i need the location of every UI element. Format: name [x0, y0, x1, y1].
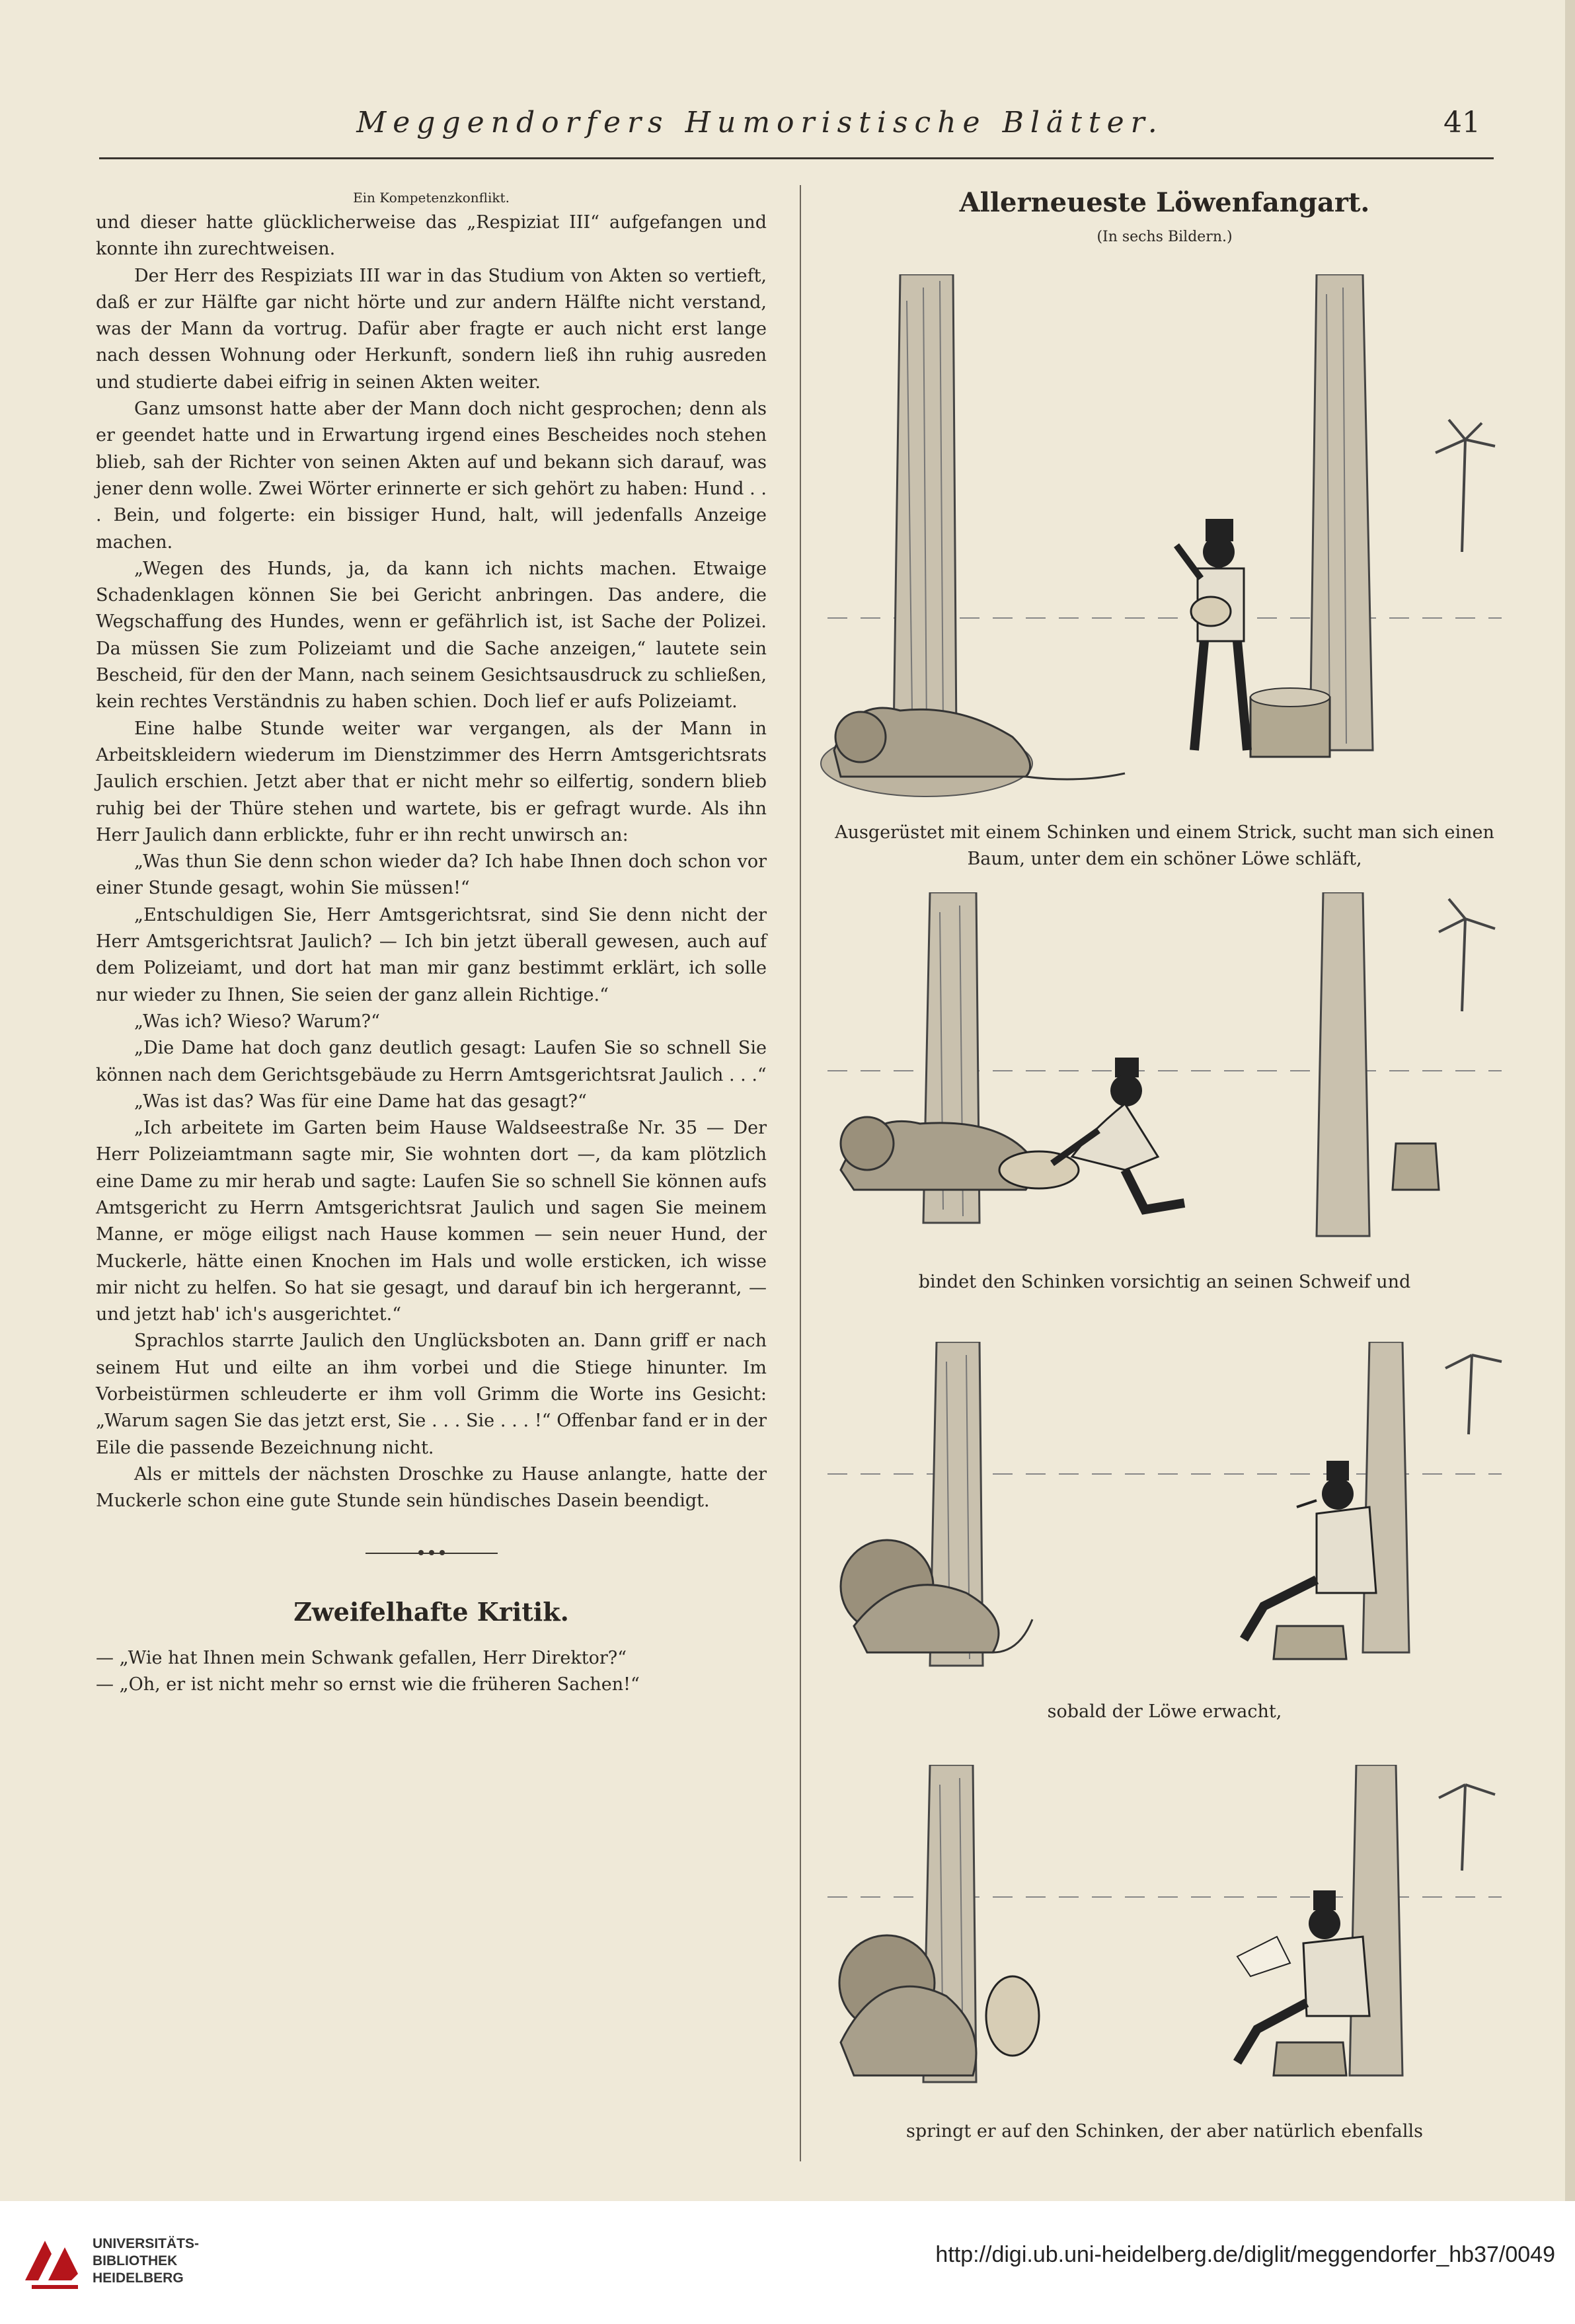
library-footer — [0, 2201, 1575, 2324]
story-text — [96, 210, 767, 1515]
story-paragraph: „Ich arbeitete im Garten beim Hause Waldseestraße Nr. 35 — Der Herr Polizeiamtmann sagte mir, Sie wohnten dort —, da kam plötzlich eine Dame zu mir herab und sagte: Laufen Sie so schnell Sie können aufs Amtsgericht zu Herrn Amtsgerichtsrat Jaulich und sagen Sie meinem Manne, er möge eiligst nach Hause kommen — sein neuer Hund, der Muckerle, hätte einen Knochen im Hals und wolle ersticken, ich wisse mir nicht zu helfen. So hat sie gesagt, und darauf bin ich hergerannt, — und jetzt hab' ich's ausgerichtet.“ — [96, 1118, 767, 1325]
comic-panel-2 — [814, 892, 1515, 1262]
comic-panel-1 — [814, 274, 1515, 803]
comic-panel-4 — [814, 1765, 1515, 2109]
library-name: UNIVERSITÄTS- BIBLIOTHEK HEIDELBERG — [93, 2236, 200, 2286]
journal-title: Meggendorfers Humoristische Blätter. — [356, 106, 1164, 139]
panel-1-caption: Ausgerüstet mit einem Schinken und einem Strick, sucht man sich einen Baum, unter dem ein schöner Löwe schläft, — [835, 822, 1494, 869]
running-header — [99, 106, 1500, 152]
comic-title: Allerneueste Löwenfangart. — [959, 187, 1370, 218]
story-caption: Ein Kompetenzkonflikt. — [353, 190, 510, 206]
dialogue — [96, 1645, 767, 1698]
story-paragraph: „Entschuldigen Sie, Herr Amtsgerichtsrat, sind Sie denn nicht der Herr Amtsgerichtsrat Jaulich? — Ich bin jetzt überall gewesen, auch auf dem Polizeiamt, und dort hat man mir ganz bestimmt erklärt, ich solle nur wieder zu Ihnen, Sie seien der ganz allein Richtige.“ — [96, 904, 767, 1005]
source-url-link[interactable]: http://digi.ub.uni-heidelberg.de/diglit/meggendorfer_hb37/0049 — [935, 2242, 1555, 2267]
panel-4-caption: springt er auf den Schinken, der aber natürlich ebenfalls — [906, 2121, 1423, 2142]
story-paragraph: „Was thun Sie denn schon wieder da? Ich habe Ihnen doch schon vor einer Stunde gesagt, wohin Sie müssen!“ — [96, 851, 767, 899]
story-paragraph: Ganz umsonst hatte aber der Mann doch nicht gesprochen; denn als er geendet hatte und in Erwartung irgend eines Bescheides noch stehen blieb, sah der Richter von seinen Akten auf und bekann sich darauf, was jener denn wolle. Zwei Wörter erinnerte er sich gehört zu haben: Hund . . . Bein, und folgerte: ein bissiger Hund, halt, will jedenfalls Anzeige machen. — [96, 399, 767, 553]
story-paragraph: Eine halbe Stunde weiter war vergangen, als der Mann in Arbeitskleidern wiederum im Dienstzimmer des Herrn Amtsgerichtsrats Jaulich erschien. Jetzt aber that er nicht mehr so eilfertig, sondern blieb ruhig bei der Thüre stehen und wartete, bis er gefragt wurde. Als ihn Herr Jaulich dann erblickte, fuhr er ihn recht unwirsch an: — [96, 718, 767, 845]
story-paragraph: und dieser hatte glücklicherweise das „Respiziat III“ aufgefangen und konnte ihn zurechtweisen. — [96, 212, 767, 260]
comic-subtitle: (In sechs Bildern.) — [1096, 229, 1233, 245]
story-paragraph: Der Herr des Respiziats III war in das Studium von Akten so vertieft, daß er zur Hälfte gar nicht hörte und zur andern Hälfte nicht verstand, was der Mann da vortrug. Dafür aber fragte er auch nicht erst lange nach dessen Wohnung oder Herkunft, sondern ließ ihn ruhig ausreden und studierte dabei eifrig in seinen Akten weiter. — [96, 265, 767, 393]
story-paragraph: Sprachlos starrte Jaulich den Unglücksboten an. Dann griff er nach seinem Hut und eilte an ihm vorbei und die Stiege hinunter. Im Vorbeistürmen schleuderte er ihm voll Grimm die Worte ins Gesicht: „Warum sagen Sie das jetzt erst, Sie . . . Sie . . . !“ Offenbar fand er in der Eile die passende Bezeichnung nicht. — [96, 1331, 767, 1458]
ornament-divider — [365, 1548, 498, 1559]
story-paragraph: „Was ich? Wieso? Warum?“ — [134, 1011, 380, 1032]
story-paragraph: „Wegen des Hunds, ja, da kann ich nichts machen. Etwaige Schadenklagen können Sie bei Gericht anbringen. Das andere, die Wegschaffung des Hundes, wenn er gefährlich ist, ist Sache der Polizei. Da müssen Sie zum Polizeiamt und die Sache anzeigen,“ lautete sein Bescheid, für den der Mann, nach seinem Gesichtsausdruck zu schließen, kein rechtes Verständnis zu haben schien. Doch lief er aufs Polizeiamt. — [96, 558, 767, 713]
university-library-logo — [19, 2227, 85, 2294]
story-paragraph: Als er mittels der nächsten Droschke zu Hause anlangte, hatte der Muckerle schon eine gute Stunde sein hündisches Dasein beendigt. — [96, 1463, 767, 1512]
panel-3-caption: sobald der Löwe erwacht, — [1047, 1701, 1282, 1722]
dialogue-line: — „Oh, er ist nicht mehr so ernst wie die früheren Sachen!“ — [96, 1674, 640, 1695]
page-edge — [1565, 0, 1575, 2201]
left-column — [96, 182, 767, 2151]
dialogue-line: — „Wie hat Ihnen mein Schwank gefallen, Herr Direktor?“ — [96, 1647, 627, 1668]
comic-panel-3 — [814, 1342, 1515, 1692]
column-divider — [800, 185, 801, 2161]
header-rule — [99, 157, 1494, 159]
panel-2-caption: bindet den Schinken vorsichtig an seinen Schweif und — [918, 1272, 1411, 1292]
story-paragraph: „Was ist das? Was für eine Dame hat das gesagt?“ — [134, 1091, 587, 1112]
page-number: 41 — [1443, 106, 1480, 139]
story-paragraph: „Die Dame hat doch ganz deutlich gesagt: Laufen Sie so schnell Sie können nach dem Gerichtsgebäude zu Herrn Amtsgerichtsrat Jaulich . . .“ — [96, 1038, 767, 1085]
right-column — [814, 182, 1515, 2165]
section-title: Zweifelhafte Kritik. — [293, 1596, 569, 1627]
